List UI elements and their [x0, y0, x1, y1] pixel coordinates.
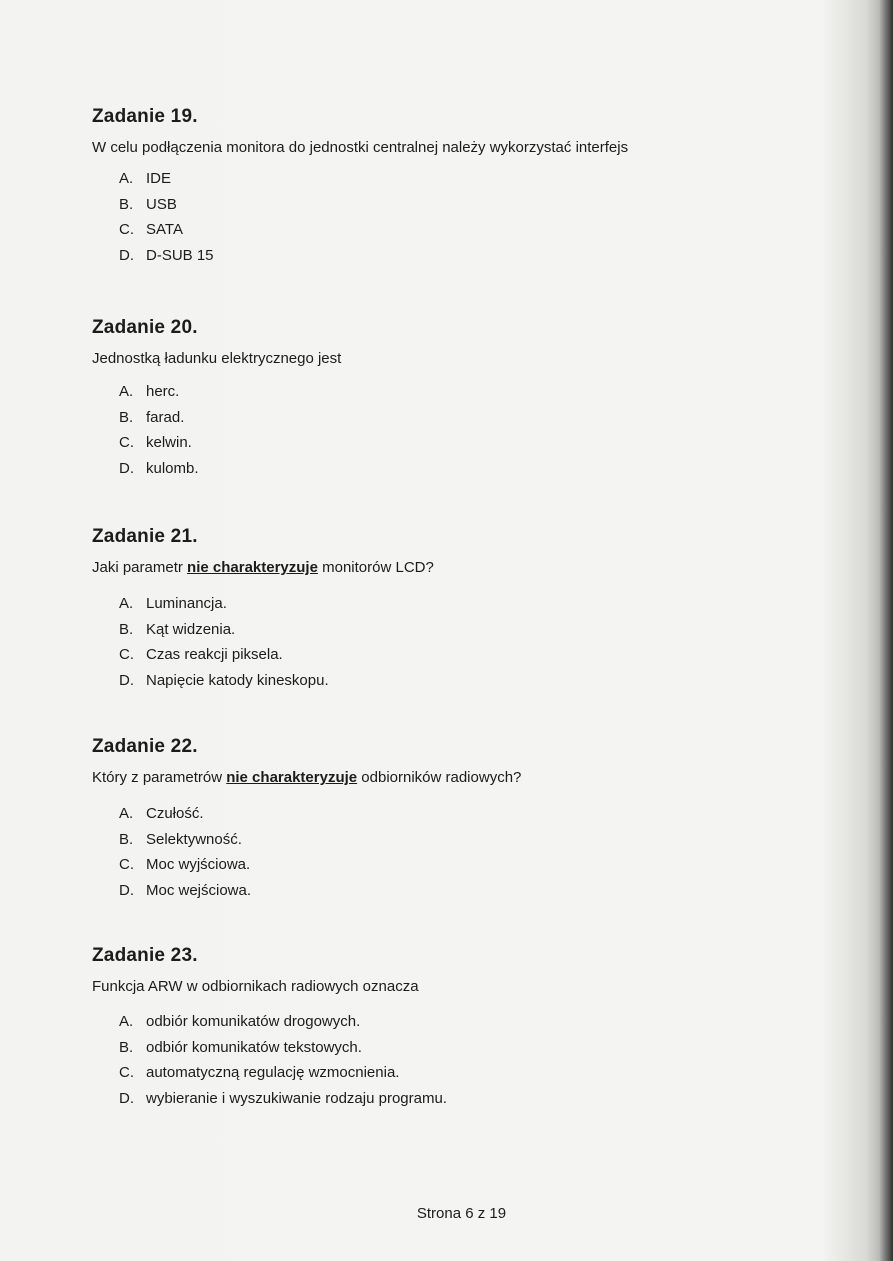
answer-option-b[interactable] [119, 827, 792, 853]
question-text: Który z parametrów [92, 769, 227, 786]
task-title: Zadanie 21. [92, 526, 198, 547]
task-question [92, 350, 792, 368]
answer-text: Moc wyjściowa. [146, 856, 251, 873]
answer-option-c[interactable] [119, 217, 792, 243]
answer-letter: A. [119, 383, 134, 400]
answer-option-d[interactable] [119, 878, 792, 904]
question-text: Funkcja ARW w odbiornikach radiowych oznacza [92, 978, 419, 995]
answer-option-a[interactable] [119, 801, 792, 827]
answer-letter: B. [119, 195, 134, 213]
answer-text: Kąt widzenia. [146, 620, 236, 638]
question-text-end: odbiorników radiowych? [357, 769, 522, 786]
answer-letter: D. [119, 246, 134, 264]
answer-option-b[interactable] [119, 405, 792, 431]
answer-option-b[interactable] [119, 192, 792, 218]
answer-letter: A. [119, 595, 134, 612]
answer-letter: D. [119, 881, 134, 899]
question-text-end: monitorów LCD? [317, 559, 434, 576]
answer-option-b[interactable] [119, 1035, 792, 1061]
answer-letter: B. [119, 1038, 134, 1056]
answer-text: farad. [146, 408, 185, 426]
task-23 [92, 945, 792, 1111]
answer-letter: B. [119, 408, 134, 426]
answer-letter: D. [119, 459, 134, 477]
answer-text: wybieranie i wyszukiwanie rodzaju programu. [146, 1089, 447, 1107]
answer-list [119, 591, 792, 693]
answer-letter: C. [119, 646, 134, 663]
answer-option-c[interactable] [119, 430, 792, 456]
task-22 [92, 736, 792, 903]
answer-option-a[interactable] [119, 379, 792, 405]
answer-letter: B. [119, 830, 134, 848]
answer-letter: D. [119, 1089, 134, 1107]
task-title: Zadanie 22. [92, 736, 198, 757]
answer-text: Moc wejściowa. [146, 881, 252, 899]
task-19 [92, 106, 792, 268]
answer-text: herc. [146, 383, 180, 400]
answer-text: Czas reakcji piksela. [146, 646, 283, 663]
answer-text: kulomb. [146, 459, 199, 477]
answer-list [119, 801, 792, 903]
answer-option-d[interactable] [119, 456, 792, 482]
task-title: Zadanie 19. [92, 106, 198, 127]
answer-letter: C. [119, 221, 134, 238]
page-edge-shadow [879, 0, 893, 1261]
answer-text: SATA [146, 221, 183, 238]
answer-letter: D. [119, 671, 134, 689]
question-emphasis: nie charakteryzuje [226, 769, 358, 786]
answer-text: odbiór komunikatów drogowych. [146, 1013, 361, 1030]
answer-text: kelwin. [146, 434, 192, 451]
answer-text: Selektywność. [146, 830, 242, 848]
question-text: W celu podłączenia monitora do jednostki centralnej należy wykorzystać interfejs [92, 139, 629, 156]
question-text: Jednostką ładunku elektrycznego jest [92, 350, 342, 367]
answer-option-d[interactable] [119, 243, 792, 269]
answer-text: Napięcie katody kineskopu. [146, 671, 329, 689]
answer-letter: A. [119, 170, 134, 187]
answer-letter: C. [119, 856, 134, 873]
answer-option-a[interactable] [119, 166, 792, 192]
answer-letter: A. [119, 1013, 134, 1030]
task-question [92, 139, 792, 157]
answer-text: USB [146, 195, 177, 213]
answer-option-b[interactable] [119, 617, 792, 643]
task-question [92, 769, 792, 787]
answer-list [119, 166, 792, 268]
task-20 [92, 317, 792, 481]
answer-letter: C. [119, 434, 134, 451]
task-21 [92, 526, 792, 693]
answer-option-a[interactable] [119, 1009, 792, 1035]
answer-text: IDE [146, 170, 172, 187]
answer-option-c[interactable] [119, 1060, 792, 1086]
answer-text: Luminancja. [146, 595, 227, 612]
answer-option-a[interactable] [119, 591, 792, 617]
question-emphasis: nie charakteryzuje [187, 559, 318, 576]
task-question [92, 978, 792, 996]
task-title: Zadanie 23. [92, 945, 198, 966]
answer-option-c[interactable] [119, 852, 792, 878]
answer-option-c[interactable] [119, 642, 792, 668]
answer-text: automatyczną regulację wzmocnienia. [146, 1064, 400, 1081]
answer-text: D-SUB 15 [146, 246, 214, 264]
answer-letter: C. [119, 1064, 134, 1081]
answer-letter: A. [119, 805, 134, 822]
page-number: Strona 6 z 19 [416, 1205, 507, 1222]
answer-text: Czułość. [146, 805, 204, 822]
answer-option-d[interactable] [119, 1086, 792, 1112]
task-question [92, 559, 792, 577]
task-title: Zadanie 20. [92, 317, 198, 338]
question-text: Jaki parametr [92, 559, 188, 576]
answer-list [119, 1009, 792, 1111]
answer-option-d[interactable] [119, 668, 792, 694]
answer-letter: B. [119, 620, 134, 638]
page-footer [0, 1205, 893, 1222]
answer-text: odbiór komunikatów tekstowych. [146, 1038, 362, 1056]
answer-list [119, 379, 792, 481]
